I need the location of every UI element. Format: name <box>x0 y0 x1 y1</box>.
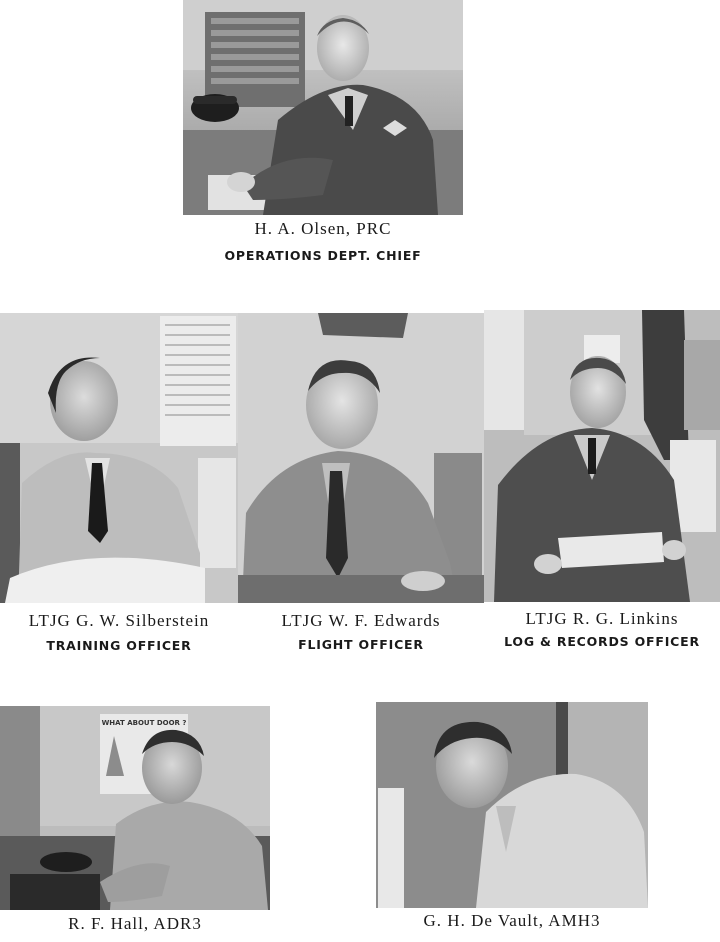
person-name: H. A. Olsen, PRC <box>254 219 392 238</box>
photo-linkins <box>484 310 720 602</box>
photo-hall <box>0 706 270 910</box>
person-title: OPERATIONS DEPT. CHIEF <box>224 248 422 263</box>
photo-silberstein <box>0 313 238 603</box>
person-name: G. H. De Vault, AMH3 <box>423 911 601 930</box>
poster-text: WHAT ABOUT DOOR ? <box>101 719 187 727</box>
person-name: LTJG W. F. Edwards <box>281 611 441 630</box>
photo-edwards <box>238 313 484 603</box>
person-name: LTJG G. W. Silberstein <box>28 611 210 630</box>
photo-devault <box>376 702 648 908</box>
person-name: R. F. Hall, ADR3 <box>68 914 202 933</box>
person-title: TRAINING OFFICER <box>46 638 192 653</box>
person-name: LTJG R. G. Linkins <box>525 609 679 628</box>
person-title: FLIGHT OFFICER <box>298 637 424 652</box>
person-title: LOG & RECORDS OFFICER <box>504 634 700 649</box>
photo-olsen <box>183 0 463 215</box>
